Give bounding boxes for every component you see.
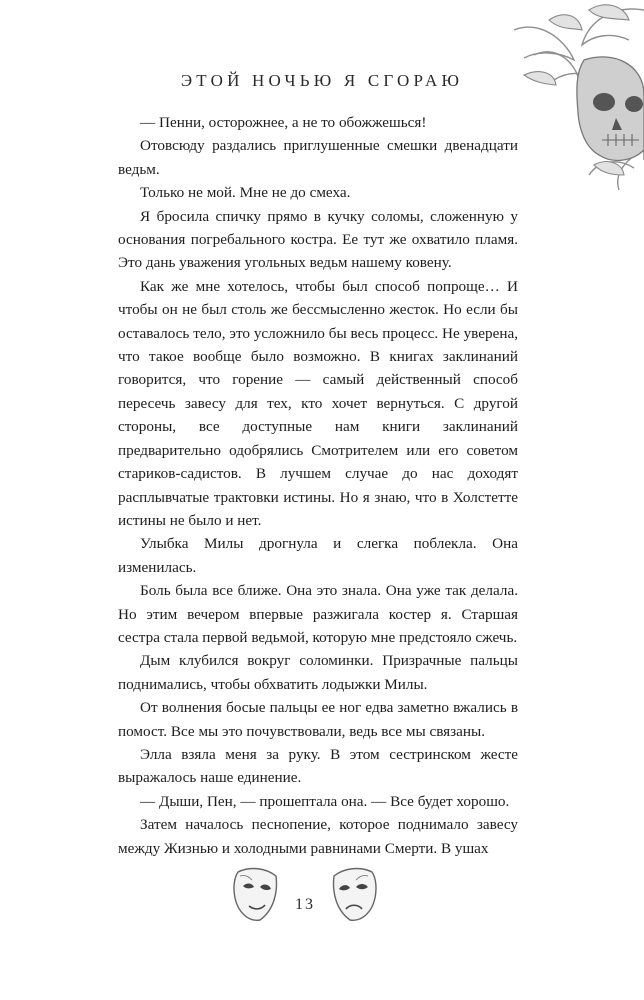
paragraph: Боль была все ближе. Она это знала. Она уже так делала. Но этим вечером впервые разжигала костер я. Старшая сестра стала первой ведьмой, которую мне предстояло сжечь. bbox=[118, 582, 518, 646]
theatre-mask-icon bbox=[328, 866, 380, 924]
running-title: ЭТОЙ НОЧЬЮ Я СГОРАЮ bbox=[180, 71, 464, 90]
theatre-mask-icon bbox=[230, 866, 282, 924]
page-footer bbox=[0, 866, 644, 926]
paragraph: Как же мне хотелось, чтобы был способ попроще… И чтобы он не был столь же бессмысленно жесток. Но если бы оставалось тело, это усложнило бы весь процесс. Не уверена, что такое вообще было возможно. В книгах заклинаний говорится, что горение — самый действенный способ пересечь завесу для тех, кто хочет вернуться. С другой стороны, все доступные нам книги заклинаний предварительно одобрялись Смотрителем или его советом стариков-садистов. В лучшем случае до нас доходят расплывчатые трактовки истины. Но я знаю, что в Холстетте истины не было и нет. bbox=[118, 277, 518, 529]
paragraph: — Дыши, Пен, — прошептала она. — Все будет хорошо. bbox=[140, 792, 510, 810]
paragraph: Только не мой. Мне не до смеха. bbox=[140, 184, 351, 202]
body-text bbox=[118, 111, 518, 860]
paragraph: Дым клубился вокруг соломинки. Призрачные пальцы поднимались, чтобы обхватить лодыжки Милы. bbox=[118, 652, 518, 693]
paragraph: — Пенни, осторожнее, а не то обожжешься! bbox=[140, 114, 427, 131]
paragraph: Отовсюду раздались приглушенные смешки двенадцати ведьм. bbox=[118, 137, 518, 178]
paragraph: Я бросила спичку прямо в кучку соломы, сложенную у основания погребального костра. Ее тут же охватило пламя. Это дань уважения угольных ведьм нашему ковену. bbox=[118, 207, 518, 272]
paragraph: Элла взяла меня за руку. В этом сестринском жесте выражалось наше единение. bbox=[118, 745, 518, 787]
paragraph: Улыбка Милы дрогнула и слегка поблекла. Она изменилась. bbox=[118, 535, 518, 576]
page-number: 13 bbox=[295, 896, 315, 913]
paragraph: От волнения босые пальцы ее ног едва заметно вжались в помост. Все мы это почувствовали, ведь все мы связаны. bbox=[118, 699, 518, 740]
paragraph: Затем началось песнопение, которое поднимало завесу между Жизнью и холодными равнинами Смерти. В ушах bbox=[118, 816, 518, 857]
